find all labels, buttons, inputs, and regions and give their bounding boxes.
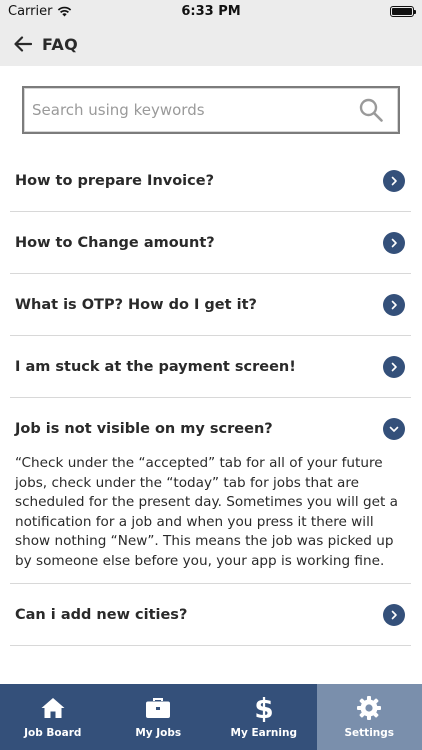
faq-row[interactable] bbox=[10, 584, 411, 645]
chevron-down-icon[interactable] bbox=[383, 418, 405, 440]
dollar-icon bbox=[254, 695, 274, 721]
faq-item bbox=[10, 212, 411, 274]
faq-row[interactable] bbox=[10, 212, 411, 273]
faq-question: Can i add new cities? bbox=[15, 606, 188, 623]
chevron-right-icon[interactable] bbox=[383, 232, 405, 254]
faq-item bbox=[10, 150, 411, 212]
bottom-tab-bar bbox=[0, 684, 422, 750]
tab-label: My Jobs bbox=[135, 727, 182, 739]
arrow-left-icon bbox=[14, 36, 32, 52]
faq-item bbox=[10, 336, 411, 398]
status-bar bbox=[0, 0, 422, 22]
svg-text:$: $ bbox=[254, 694, 274, 722]
faq-question: How to Change amount? bbox=[15, 234, 215, 251]
faq-row[interactable] bbox=[10, 398, 411, 459]
faq-item-expanded bbox=[10, 398, 411, 584]
back-button[interactable] bbox=[12, 33, 34, 55]
faq-question: Job is not visible on my screen? bbox=[15, 420, 273, 437]
faq-question: How to prepare Invoice? bbox=[15, 172, 214, 189]
faq-row[interactable] bbox=[10, 336, 411, 397]
tab-my-jobs[interactable] bbox=[106, 684, 212, 750]
carrier-label: Carrier bbox=[8, 3, 53, 19]
tab-settings[interactable] bbox=[317, 684, 422, 750]
search-icon[interactable] bbox=[358, 97, 384, 123]
battery-icon bbox=[390, 6, 414, 17]
tab-label: My Earning bbox=[230, 727, 297, 739]
faq-row[interactable] bbox=[10, 274, 411, 335]
status-left bbox=[8, 4, 72, 19]
app-header bbox=[0, 22, 422, 66]
chevron-right-icon[interactable] bbox=[383, 294, 405, 316]
briefcase-icon bbox=[145, 695, 171, 721]
tab-label: Settings bbox=[344, 727, 395, 739]
tab-my-earning[interactable] bbox=[211, 684, 317, 750]
page-title: FAQ bbox=[42, 34, 78, 54]
status-time: 6:33 PM bbox=[181, 3, 241, 19]
tab-job-board[interactable] bbox=[0, 684, 106, 750]
faq-row[interactable] bbox=[10, 150, 411, 211]
faq-question: What is OTP? How do I get it? bbox=[15, 296, 257, 313]
search-box bbox=[22, 86, 400, 134]
home-icon bbox=[40, 695, 66, 721]
tab-label: Job Board bbox=[24, 727, 82, 739]
faq-item bbox=[10, 274, 411, 336]
faq-list bbox=[10, 150, 411, 646]
faq-item bbox=[10, 584, 411, 646]
chevron-right-icon[interactable] bbox=[383, 356, 405, 378]
chevron-right-icon[interactable] bbox=[383, 604, 405, 626]
gear-icon bbox=[356, 695, 382, 721]
chevron-right-icon[interactable] bbox=[383, 170, 405, 192]
faq-question: I am stuck at the payment screen! bbox=[15, 358, 296, 375]
wifi-icon bbox=[57, 6, 72, 17]
faq-answer: “Check under the “accepted” tab for all of your future jobs, check under the “today” tab for jobs that are scheduled for the present day. Sometimes you will get a notification for a job and when you press it there will show nothing “New”. This means the job was picked up by someone else before you, your app is working fine. bbox=[15, 455, 398, 569]
search-input[interactable] bbox=[24, 88, 358, 132]
